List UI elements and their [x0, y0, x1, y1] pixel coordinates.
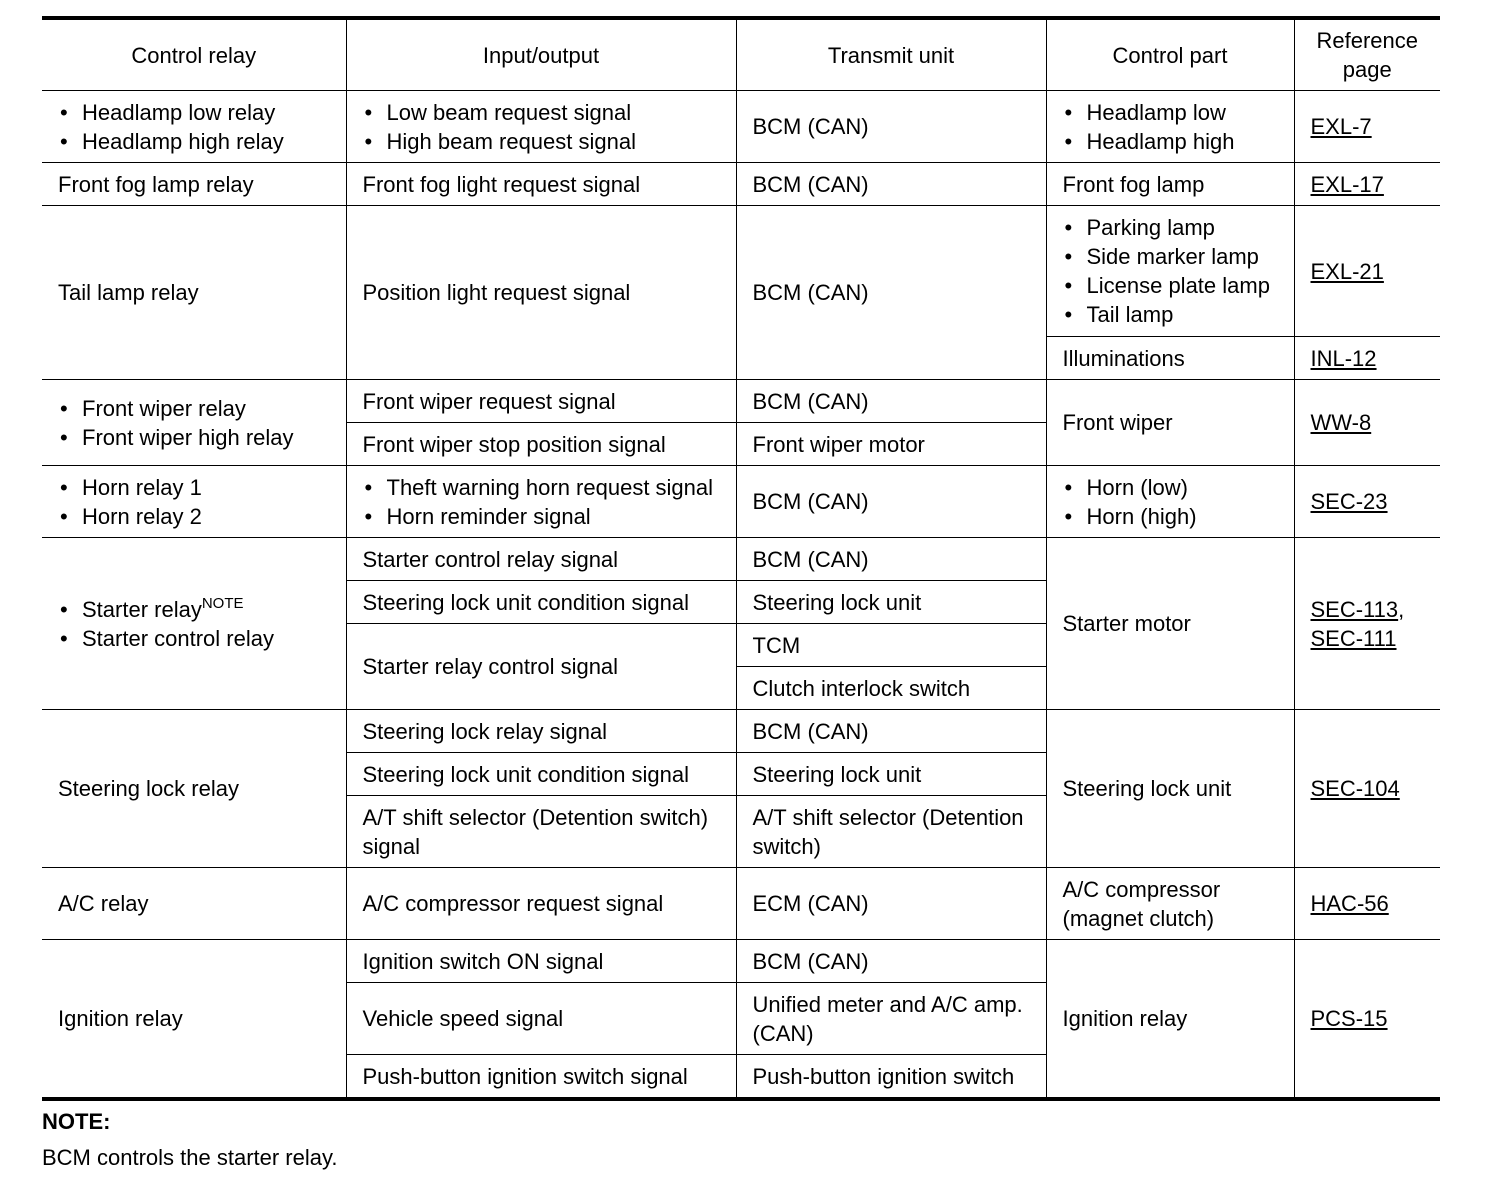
header-page: page: [1342, 57, 1392, 82]
control-relay-table: [42, 16, 1440, 1101]
list-item: • Horn relay 1: [58, 473, 338, 502]
transmit-cell: Front wiper motor: [736, 423, 1046, 466]
relay-cell: Front fog lamp relay: [42, 163, 346, 206]
list-item: • High beam request signal: [363, 127, 728, 156]
note-superscript: NOTE: [201, 594, 244, 612]
transmit-cell: BCM (CAN): [736, 466, 1046, 538]
ref-cell: [1294, 940, 1440, 1100]
part-cell: Front wiper: [1046, 380, 1294, 466]
table-row: [42, 91, 1440, 163]
transmit-cell: BCM (CAN): [736, 206, 1046, 380]
list-item: • Horn (high): [1063, 502, 1286, 531]
ref-link-ww-8[interactable]: WW-8: [1310, 410, 1372, 435]
note-label: NOTE:: [42, 1109, 111, 1134]
part-cell: Illuminations: [1046, 337, 1294, 380]
transmit-cell: TCM: [736, 624, 1046, 667]
header-reference-page: [1294, 18, 1440, 91]
ref-cell: [1294, 206, 1440, 337]
ref-link-sec-23[interactable]: SEC-23: [1310, 489, 1388, 514]
header-input-output: Input/output: [346, 18, 736, 91]
list-item: • Horn relay 2: [58, 502, 338, 531]
io-cell: [346, 91, 736, 163]
relay-cell: Tail lamp relay: [42, 206, 346, 380]
ref-cell: SEC-113, SEC-111: [1294, 538, 1440, 710]
list-item: • Horn reminder signal: [363, 502, 728, 531]
io-cell: [346, 466, 736, 538]
list-item: • Tail lamp: [1063, 300, 1286, 329]
ref-cell: [1294, 337, 1440, 380]
transmit-cell: BCM (CAN): [736, 91, 1046, 163]
io-cell: Front wiper stop position signal: [346, 423, 736, 466]
list-item: • Horn (low): [1063, 473, 1286, 502]
list-item: • Front wiper high relay: [58, 423, 338, 452]
part-cell: [1046, 91, 1294, 163]
relay-cell: Steering lock relay: [42, 710, 346, 868]
io-cell: Front fog light request signal: [346, 163, 736, 206]
transmit-cell: BCM (CAN): [736, 940, 1046, 983]
io-cell: Steering lock relay signal: [346, 710, 736, 753]
part-cell: [1046, 466, 1294, 538]
io-cell: Position light request signal: [346, 206, 736, 380]
relay-cell: [42, 466, 346, 538]
ref-link-hac-56[interactable]: HAC-56: [1310, 891, 1389, 916]
table-row: [42, 206, 1440, 337]
transmit-cell: Steering lock unit: [736, 581, 1046, 624]
io-cell: Ignition switch ON signal: [346, 940, 736, 983]
list-item: • Headlamp high: [1063, 127, 1286, 156]
list-item: • Starter control relay: [58, 624, 338, 653]
part-cell: Ignition relay: [1046, 940, 1294, 1100]
header-reference: Reference: [1316, 28, 1418, 53]
relay-cell: [42, 380, 346, 466]
ref-link-sec-113[interactable]: SEC-113: [1310, 596, 1399, 622]
io-cell: Starter control relay signal: [346, 538, 736, 581]
list-item: • Headlamp low: [1063, 98, 1286, 127]
ref-cell: [1294, 380, 1440, 466]
list-item: • Side marker lamp: [1063, 242, 1286, 271]
note-text: BCM controls the starter relay.: [42, 1145, 338, 1170]
relay-cell: [42, 91, 346, 163]
list-item: • License plate lamp: [1063, 271, 1286, 300]
ref-cell: [1294, 868, 1440, 940]
io-cell: A/T shift selector (Detention switch) signal: [346, 796, 736, 868]
table-row: [42, 710, 1440, 753]
ref-link-pcs-15[interactable]: PCS-15: [1310, 1006, 1388, 1031]
relay-cell: [42, 538, 346, 710]
part-cell: Front fog lamp: [1046, 163, 1294, 206]
transmit-cell: A/T shift selector (Detention switch): [736, 796, 1046, 868]
list-item: • Low beam request signal: [363, 98, 728, 127]
list-item: [58, 595, 338, 624]
io-cell: Push-button ignition switch signal: [346, 1055, 736, 1100]
starter-relay-label: Starter relay: [82, 596, 202, 622]
header-control-part: Control part: [1046, 18, 1294, 91]
list-item: • Front wiper relay: [58, 394, 338, 423]
ref-link-sec-111[interactable]: SEC-111: [1310, 625, 1397, 651]
io-cell: Vehicle speed signal: [346, 983, 736, 1055]
ref-link-sec-104[interactable]: SEC-104: [1310, 776, 1400, 801]
part-cell: A/C compressor (magnet clutch): [1046, 868, 1294, 940]
table-row: [42, 163, 1440, 206]
io-cell: Steering lock unit condition signal: [346, 581, 736, 624]
io-cell: Starter relay control signal: [346, 624, 736, 710]
transmit-cell: ECM (CAN): [736, 868, 1046, 940]
ref-link-exl-7[interactable]: EXL-7: [1310, 114, 1372, 139]
table-row: [42, 538, 1440, 581]
ref-cell: [1294, 710, 1440, 868]
ref-link-exl-17[interactable]: EXL-17: [1310, 171, 1384, 197]
list-item: • Headlamp low relay: [58, 98, 338, 127]
transmit-cell: BCM (CAN): [736, 380, 1046, 423]
list-item: • Theft warning horn request signal: [363, 473, 728, 502]
ref-link-exl-21[interactable]: EXL-21: [1310, 258, 1384, 284]
transmit-cell: BCM (CAN): [736, 163, 1046, 206]
transmit-cell: Steering lock unit: [736, 753, 1046, 796]
document: [42, 16, 1440, 1171]
ref-link-inl-12[interactable]: INL-12: [1310, 345, 1377, 371]
transmit-cell: Push-button ignition switch: [736, 1055, 1046, 1100]
note-section: [42, 1109, 1440, 1171]
transmit-cell: Clutch interlock switch: [736, 667, 1046, 710]
ref-cell: [1294, 466, 1440, 538]
io-cell: Steering lock unit condition signal: [346, 753, 736, 796]
table-row: [42, 940, 1440, 983]
table-row: [42, 868, 1440, 940]
transmit-cell: Unified meter and A/C amp. (CAN): [736, 983, 1046, 1055]
part-cell: Starter motor: [1046, 538, 1294, 710]
relay-cell: A/C relay: [42, 868, 346, 940]
table-header-row: [42, 18, 1440, 91]
part-cell: [1046, 206, 1294, 337]
header-transmit-unit: Transmit unit: [736, 18, 1046, 91]
list-item: • Headlamp high relay: [58, 127, 338, 156]
transmit-cell: BCM (CAN): [736, 710, 1046, 753]
header-control-relay: Control relay: [42, 18, 346, 91]
io-cell: A/C compressor request signal: [346, 868, 736, 940]
table-row: [42, 466, 1440, 538]
table-row: [42, 380, 1440, 423]
transmit-cell: BCM (CAN): [736, 538, 1046, 581]
part-cell: Steering lock unit: [1046, 710, 1294, 868]
io-cell: Front wiper request signal: [346, 380, 736, 423]
ref-cell: [1294, 163, 1440, 206]
ref-cell: [1294, 91, 1440, 163]
relay-cell: Ignition relay: [42, 940, 346, 1100]
list-item: • Parking lamp: [1063, 213, 1286, 242]
